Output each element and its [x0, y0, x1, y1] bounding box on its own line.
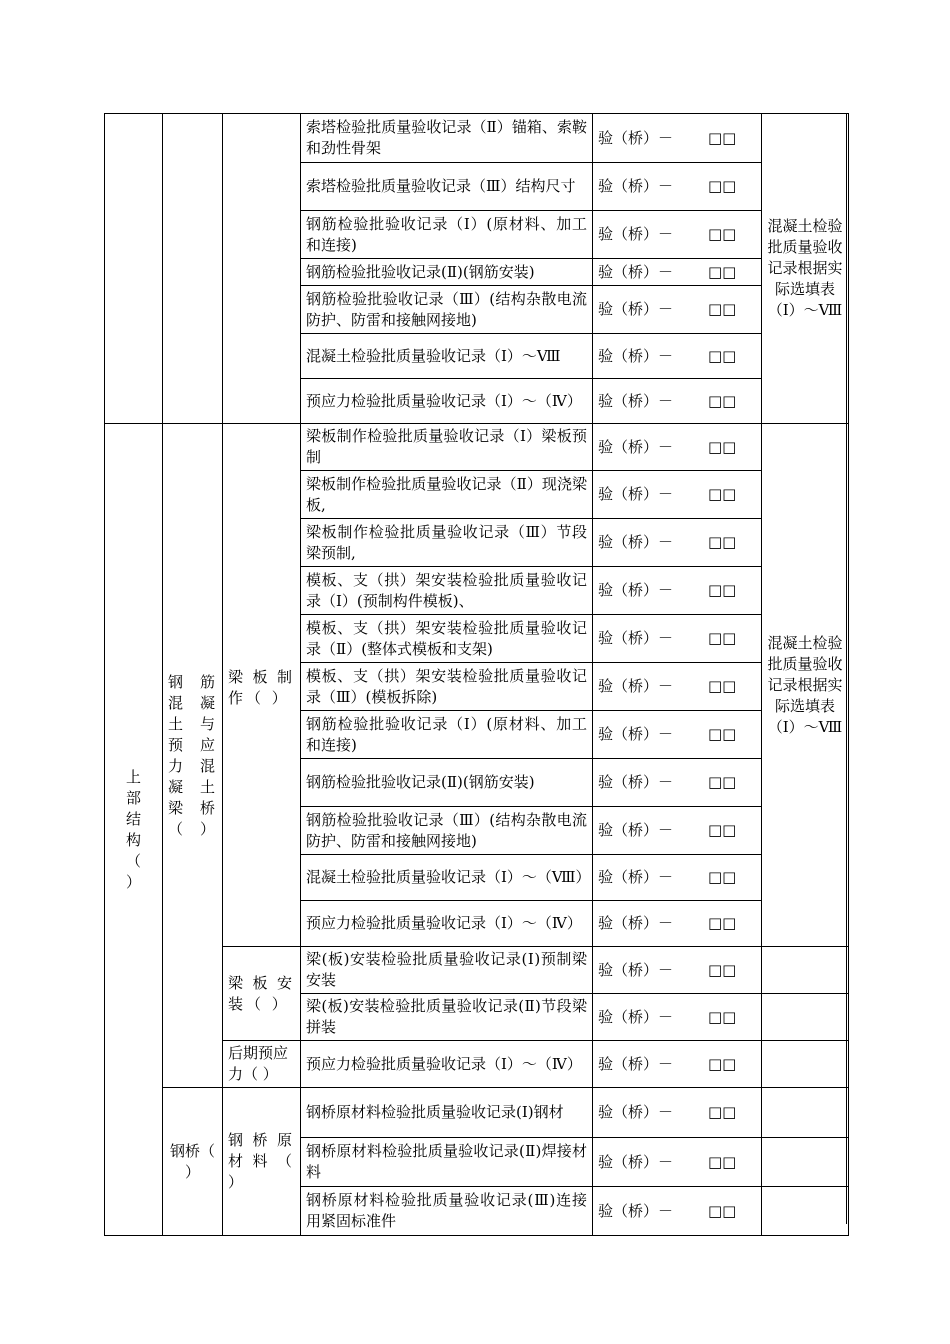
- record-code: 验（桥）－ □□: [593, 334, 762, 379]
- subpart-rc-beam-bridge: 钢筋混凝土与预应力混凝土梁桥（ ）: [163, 424, 223, 1088]
- record-name: 钢筋检验批验收记录（Ⅰ）(原材料、加工和连接): [301, 211, 593, 259]
- record-code: 验（桥）－ □□: [593, 711, 762, 759]
- record-name: 钢筋检验批验收记录(Ⅱ)(钢筋安装): [301, 259, 593, 286]
- record-checkbox[interactable]: □□: [708, 437, 737, 456]
- record-code: 验（桥）－ □□: [593, 807, 762, 855]
- remark-empty: [762, 1187, 849, 1236]
- item-beam-making: 梁板制作（ ）: [223, 424, 301, 947]
- remark-empty: [762, 1138, 849, 1187]
- table-row: [105, 424, 849, 471]
- record-code: 验（桥）－ □□: [593, 567, 762, 615]
- subpart-steel-bridge: 钢桥（ ）: [163, 1088, 223, 1236]
- part-cell-continued: [105, 114, 163, 424]
- record-checkbox[interactable]: □□: [708, 629, 737, 647]
- record-checkbox[interactable]: □□: [708, 533, 737, 551]
- remark-note: 混凝土检验批质量验收记录根据实际选填表（Ⅰ）～Ⅷ: [762, 424, 849, 947]
- record-name: 梁(板)安装检验批质量验收记录(Ⅰ)预制梁安装: [301, 947, 593, 994]
- subpart-cell-continued: [163, 114, 223, 424]
- record-checkbox[interactable]: □□: [708, 1152, 737, 1171]
- record-name: 混凝土检验批质量验收记录（Ⅰ）～（Ⅷ）: [301, 855, 593, 901]
- record-code: 验（桥）－ □□: [593, 259, 762, 286]
- record-name: 模板、支（拱）架安装检验批质量验收记录（Ⅰ）(预制构件模板)、: [301, 567, 593, 615]
- record-checkbox[interactable]: □□: [708, 485, 737, 503]
- part-upper-structure: 上部结构（ ）: [105, 424, 163, 1236]
- record-code: 验（桥）－ □□: [593, 286, 762, 334]
- record-checkbox[interactable]: □□: [708, 346, 737, 365]
- record-checkbox[interactable]: □□: [708, 914, 737, 932]
- record-code: 验（桥）－ □□: [593, 471, 762, 519]
- record-code: 验（桥）－ □□: [593, 759, 762, 807]
- record-code: 验（桥）－ □□: [593, 519, 762, 567]
- record-checkbox[interactable]: □□: [708, 391, 737, 410]
- record-name: 钢桥原材料检验批质量验收记录(Ⅲ)连接用紧固标准件: [301, 1187, 593, 1236]
- record-name: 预应力检验批质量验收记录（Ⅰ）～（Ⅳ）: [301, 901, 593, 947]
- record-name: 模板、支（拱）架安装检验批质量验收记录（Ⅲ）(模板拆除): [301, 663, 593, 711]
- record-checkbox[interactable]: □□: [708, 581, 737, 599]
- record-name: 钢桥原材料检验批质量验收记录(Ⅱ)焊接材料: [301, 1138, 593, 1187]
- record-name: 预应力检验批质量验收记录（Ⅰ）～（Ⅳ）: [301, 1041, 593, 1088]
- record-name: 钢筋检验批验收记录(Ⅱ)(钢筋安装): [301, 759, 593, 807]
- record-checkbox[interactable]: □□: [708, 1103, 737, 1121]
- record-name: 钢筋检验批验收记录（Ⅲ）(结构杂散电流防护、防雷和接触网接地): [301, 286, 593, 334]
- record-checkbox[interactable]: □□: [708, 1201, 737, 1220]
- record-name: 索塔检验批质量验收记录（Ⅲ）结构尺寸: [301, 163, 593, 211]
- item-post-tension: 后期预应力（ ）: [223, 1041, 301, 1088]
- record-name: 钢筋检验批验收记录（Ⅲ）(结构杂散电流防护、防雷和接触网接地): [301, 807, 593, 855]
- remark-empty: [762, 1041, 849, 1088]
- item-cell-continued: [223, 114, 301, 424]
- acceptance-record-table: [104, 113, 849, 1236]
- record-code: 验（桥）－ □□: [593, 424, 762, 471]
- record-name: 梁板制作检验批质量验收记录（Ⅲ）节段梁预制,: [301, 519, 593, 567]
- item-beam-install: 梁板安装（ ）: [223, 947, 301, 1041]
- table-row: [105, 1088, 849, 1138]
- record-checkbox[interactable]: □□: [708, 128, 737, 147]
- record-checkbox[interactable]: □□: [708, 1054, 737, 1073]
- record-code: 验（桥）－ □□: [593, 947, 762, 994]
- remark-note: 混凝土检验批质量验收记录根据实际选填表（Ⅰ）～Ⅷ: [762, 114, 849, 424]
- record-code: 验（桥）－ □□: [593, 163, 762, 211]
- record-name: 钢筋检验批验收记录（Ⅰ）(原材料、加工和连接): [301, 711, 593, 759]
- record-code: 验（桥）－ □□: [593, 994, 762, 1041]
- record-checkbox[interactable]: □□: [708, 960, 737, 979]
- record-code: 验（桥）－ □□: [593, 1138, 762, 1187]
- record-name: 梁板制作检验批质量验收记录（Ⅱ）现浇梁板,: [301, 471, 593, 519]
- record-checkbox[interactable]: □□: [708, 177, 737, 195]
- record-code: 验（桥）－ □□: [593, 1187, 762, 1236]
- record-name: 索塔检验批质量验收记录（Ⅱ）锚箱、索鞍和劲性骨架: [301, 114, 593, 163]
- record-code: 验（桥）－ □□: [593, 663, 762, 711]
- record-checkbox[interactable]: □□: [708, 225, 737, 243]
- record-code: 验（桥）－ □□: [593, 855, 762, 901]
- record-name: 钢桥原材料检验批质量验收记录(Ⅰ)钢材: [301, 1088, 593, 1138]
- remark-empty: [762, 994, 849, 1041]
- record-name: 模板、支（拱）架安装检验批质量验收记录（Ⅱ）(整体式模板和支架): [301, 615, 593, 663]
- record-code: 验（桥）－ □□: [593, 1041, 762, 1088]
- record-code: 验（桥）－ □□: [593, 901, 762, 947]
- record-checkbox[interactable]: □□: [708, 262, 737, 281]
- record-name: 预应力检验批质量验收记录（Ⅰ）～（Ⅳ）: [301, 379, 593, 424]
- table-right-border: [846, 113, 847, 1224]
- record-code: 验（桥）－ □□: [593, 615, 762, 663]
- record-checkbox[interactable]: □□: [708, 1007, 737, 1026]
- record-code: 验（桥）－ □□: [593, 211, 762, 259]
- record-name: 混凝土检验批质量验收记录（Ⅰ）～Ⅷ: [301, 334, 593, 379]
- record-checkbox[interactable]: □□: [708, 725, 737, 743]
- record-checkbox[interactable]: □□: [708, 868, 737, 886]
- record-checkbox[interactable]: □□: [708, 821, 737, 839]
- record-checkbox[interactable]: □□: [708, 773, 737, 791]
- remark-empty: [762, 1088, 849, 1138]
- item-steel-material: 钢桥原材料（ ）: [223, 1088, 301, 1236]
- record-code: 验（桥）－ □□: [593, 114, 762, 163]
- record-checkbox[interactable]: □□: [708, 300, 737, 318]
- record-code: 验（桥）－ □□: [593, 379, 762, 424]
- record-code: 验（桥）－ □□: [593, 1088, 762, 1138]
- record-name: 梁(板)安装检验批质量验收记录(Ⅱ)节段梁拼装: [301, 994, 593, 1041]
- record-name: 梁板制作检验批质量验收记录（Ⅰ）梁板预制: [301, 424, 593, 471]
- table-row: [105, 114, 849, 163]
- record-checkbox[interactable]: □□: [708, 677, 737, 695]
- remark-empty: [762, 947, 849, 994]
